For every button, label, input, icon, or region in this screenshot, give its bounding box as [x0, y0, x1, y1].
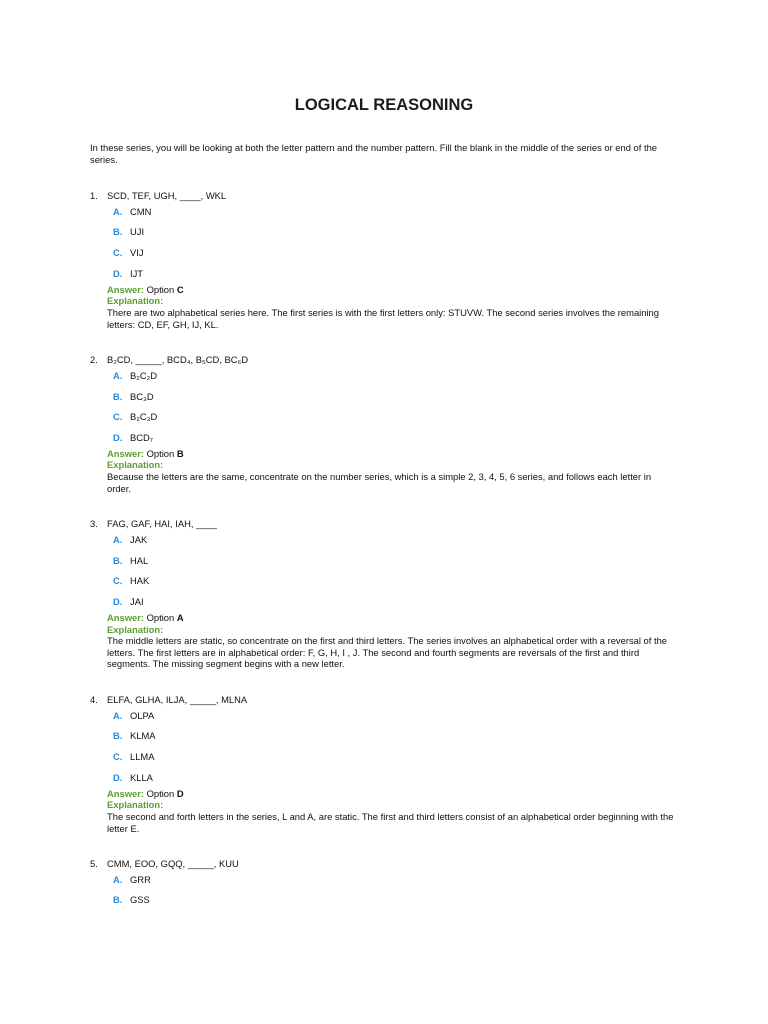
answer-prefix: Option	[146, 612, 175, 623]
option-value: CMN	[130, 205, 152, 217]
option-value: GSS	[130, 894, 150, 906]
option-value: OLPA	[130, 709, 155, 721]
options-list	[90, 206, 690, 280]
option-item	[90, 268, 690, 280]
explanation-label: Explanation:	[107, 799, 164, 811]
answer-block	[90, 448, 690, 494]
question-1	[90, 190, 690, 330]
question-3	[90, 518, 690, 670]
option-item	[90, 432, 690, 444]
option-item	[90, 206, 690, 218]
options-list	[90, 534, 690, 608]
option-letter: A.	[113, 369, 123, 381]
option-letter: D.	[113, 267, 123, 279]
option-letter: A.	[113, 205, 123, 217]
answer-choice: C	[176, 283, 184, 295]
options-list	[90, 874, 690, 907]
question-text: FAG, GAF, HAI, IAH, ____	[107, 517, 217, 529]
option-item	[90, 874, 690, 886]
option-letter: B.	[113, 390, 123, 402]
option-letter: C.	[113, 411, 123, 423]
question-number: 5.	[90, 857, 98, 869]
answer-line	[107, 284, 690, 296]
option-item	[90, 391, 690, 403]
answer-choice: B	[176, 447, 184, 459]
explanation-line: segments. The missing segment begins with a new letter.	[107, 658, 345, 670]
option-value: HAK	[130, 575, 150, 587]
option-letter: D.	[113, 431, 123, 443]
option-value: UJI	[130, 226, 145, 238]
explanation-label: Explanation:	[107, 623, 164, 635]
option-value: GRR	[130, 873, 151, 885]
answer-label: Answer:	[107, 612, 144, 623]
option-value: HAL	[130, 554, 149, 566]
option-item	[90, 534, 690, 546]
answer-prefix: Option	[146, 447, 175, 459]
explanation-line: Because the letters are the same, concentrate on the number series, which is a simple 2, 3, 4, 5, 6 series, and follows each letter in	[107, 471, 652, 483]
option-value: IJT	[130, 267, 144, 279]
explanation-line: The second and forth letters in the series, L and A, are static. The first and third letters consist of an alphabetical order beginning with the	[107, 810, 674, 822]
question-text: CMM, EOO, GQQ, _____, KUU	[107, 857, 239, 869]
option-letter: C.	[113, 247, 123, 259]
answer-choice: D	[176, 787, 184, 799]
option-letter: B.	[113, 894, 123, 906]
question-text: SCD, TEF, UGH, ____, WKL	[107, 189, 227, 201]
option-letter: D.	[113, 596, 123, 607]
question-number: 4.	[90, 693, 98, 705]
explanation-line: The middle letters are static, so concentrate on the first and third letters. The series involves an alphabetical order with a reversal of the	[107, 635, 668, 647]
option-item	[90, 411, 690, 423]
question-line	[90, 354, 690, 366]
answer-prefix: Option	[146, 283, 175, 295]
document-body	[90, 142, 690, 906]
option-letter: D.	[113, 771, 123, 783]
option-item	[90, 555, 690, 567]
options-list	[90, 710, 690, 784]
question-line	[90, 190, 690, 202]
answer-label: Answer:	[107, 447, 144, 459]
answer-label: Answer:	[107, 787, 144, 799]
answer-label: Answer:	[107, 283, 144, 295]
answer-choice: A	[176, 612, 184, 623]
intro-line: In these series, you will be looking at both the letter pattern and the number pattern. Fill the blank in the middle of the series or end of the	[90, 142, 657, 153]
question-text: B₂CD, _____, BCD₄, B₅CD, BC₆D	[107, 353, 249, 365]
option-item	[90, 894, 690, 906]
answer-block	[90, 788, 690, 834]
question-line	[90, 694, 690, 706]
option-letter: C.	[113, 751, 123, 763]
answer-line	[107, 448, 690, 460]
question-line	[90, 858, 690, 870]
option-letter: B.	[113, 226, 123, 238]
question-text: ELFA, GLHA, ILJA, _____, MLNA	[107, 693, 248, 705]
option-letter: A.	[113, 533, 123, 545]
question-number: 3.	[90, 517, 98, 529]
option-value: VIJ	[130, 247, 144, 259]
option-letter: A.	[113, 873, 123, 885]
question-5	[90, 858, 690, 907]
answer-line	[107, 788, 690, 800]
option-letter: A.	[113, 709, 123, 721]
page-title: LOGICAL REASONING	[294, 96, 474, 114]
option-value: JAK	[130, 533, 148, 545]
option-item	[90, 226, 690, 238]
option-value: JAI	[130, 596, 144, 607]
option-item	[90, 730, 690, 742]
answer-line	[107, 612, 690, 624]
question-4	[90, 694, 690, 834]
option-letter: B.	[113, 554, 123, 566]
option-value: B₂C₃D	[130, 411, 158, 423]
explanation-line: letters. The first letters are in alphabetical order: F, G, H, I , J. The second and fourth segments are reversals of the first and third	[107, 646, 640, 658]
option-letter: C.	[113, 575, 123, 587]
option-item	[90, 772, 690, 784]
intro-paragraph	[90, 142, 690, 166]
option-item	[90, 751, 690, 763]
option-item	[90, 575, 690, 587]
options-list	[90, 370, 690, 444]
option-value: KLLA	[130, 771, 153, 783]
option-item	[90, 710, 690, 722]
option-value: B₂C₂D	[130, 369, 158, 381]
option-item	[90, 370, 690, 382]
option-letter: B.	[113, 730, 123, 742]
option-value: KLMA	[130, 730, 156, 742]
explanation-line: order.	[107, 482, 131, 494]
explanation-label: Explanation:	[107, 459, 164, 471]
option-item	[90, 596, 690, 608]
question-number: 2.	[90, 353, 98, 365]
answer-block	[90, 284, 690, 330]
answer-block	[90, 612, 690, 670]
explanation-line: letter E.	[107, 822, 140, 834]
explanation-label: Explanation:	[107, 295, 164, 307]
option-value: BCD₇	[130, 431, 154, 443]
option-value: BC₃D	[130, 390, 154, 402]
explanation-line: letters: CD, EF, GH, IJ, KL.	[107, 318, 219, 330]
question-line	[90, 518, 690, 530]
option-value: LLMA	[130, 751, 155, 763]
explanation-line: There are two alphabetical series here. The first series is with the first letters only: STUVW. The second series involves the remaining	[107, 306, 659, 318]
question-2	[90, 354, 690, 494]
intro-line: series.	[90, 154, 118, 165]
option-item	[90, 247, 690, 259]
answer-prefix: Option	[146, 787, 175, 799]
question-number: 1.	[90, 189, 98, 201]
